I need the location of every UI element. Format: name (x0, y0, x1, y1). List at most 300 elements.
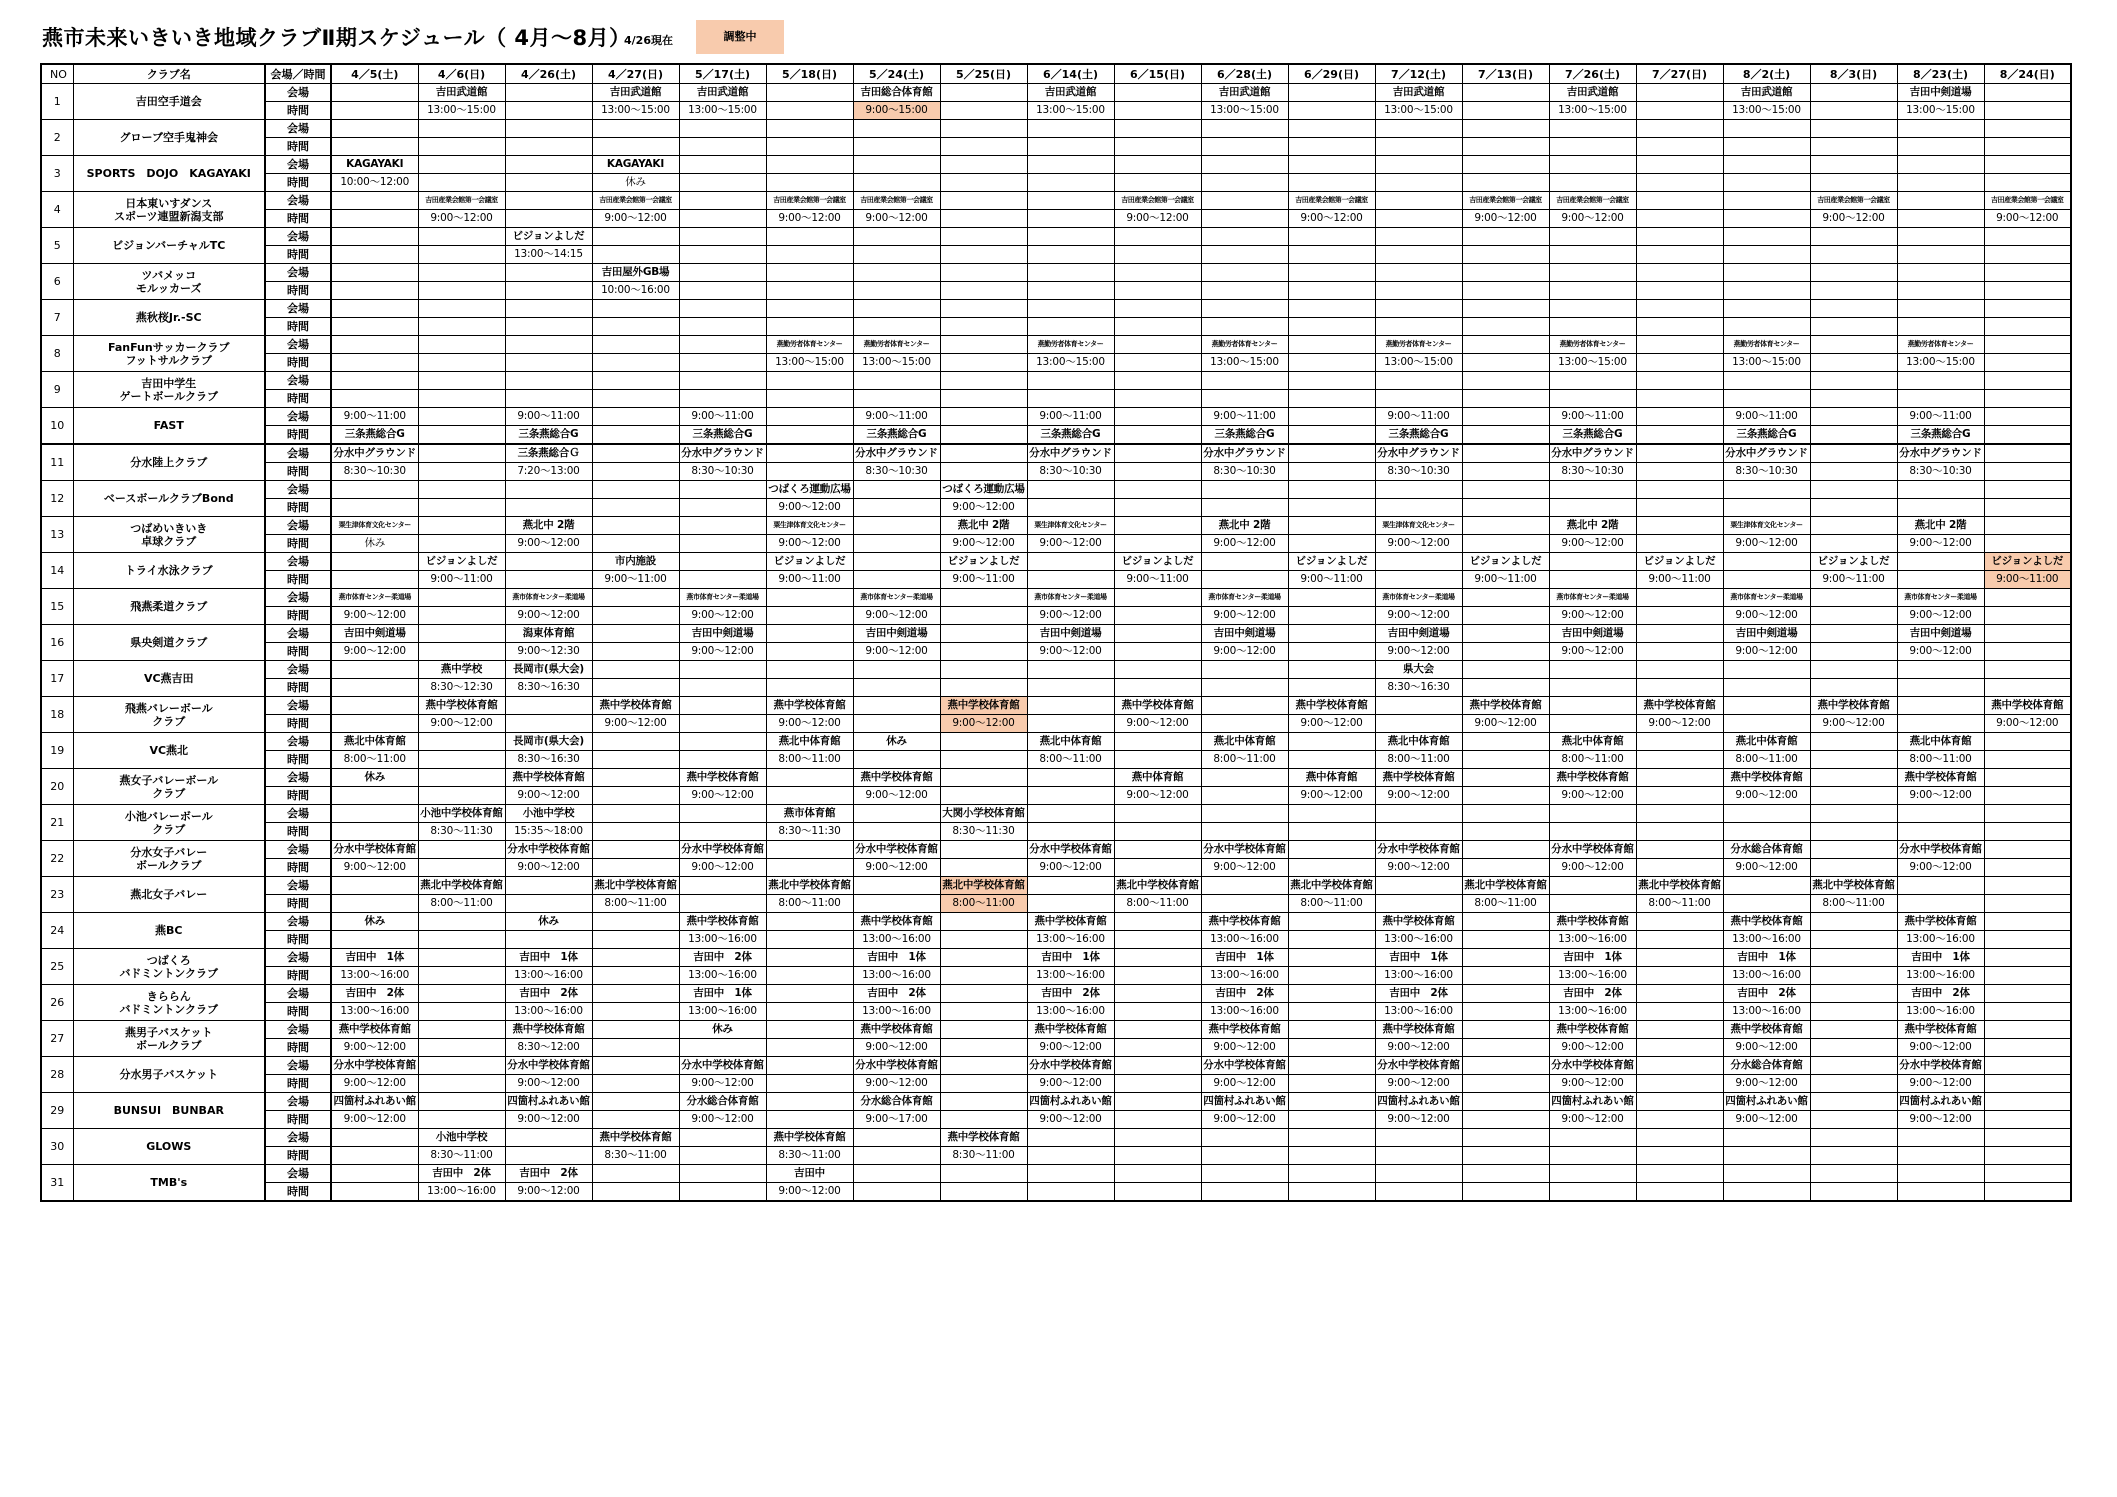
time-cell (1549, 715, 1636, 733)
venue-cell (418, 408, 505, 426)
venue-cell (1462, 1165, 1549, 1183)
time-cell: 13:00～15:00 (766, 354, 853, 372)
time-cell: 10:00～12:00 (331, 174, 418, 192)
time-cell (1114, 138, 1201, 156)
time-cell: 9:00～12:00 (1201, 859, 1288, 877)
venue-cell (1723, 264, 1810, 282)
venue-cell (1114, 372, 1201, 390)
time-cell (1114, 174, 1201, 192)
venue-cell (679, 372, 766, 390)
venue-cell (1984, 264, 2071, 282)
venue-cell: ビジョンよしだ (1288, 553, 1375, 571)
venue-cell (679, 192, 766, 210)
time-cell: 9:00～12:00 (1897, 787, 1984, 805)
venue-cell (1984, 228, 2071, 246)
time-cell: 9:00～12:00 (1723, 643, 1810, 661)
venue-cell (1984, 589, 2071, 607)
venue-cell (853, 553, 940, 571)
time-cell (331, 246, 418, 264)
time-cell (766, 679, 853, 697)
time-cell (505, 390, 592, 408)
time-cell (418, 174, 505, 192)
time-cell (418, 246, 505, 264)
time-cell (331, 138, 418, 156)
venue-cell (853, 1165, 940, 1183)
venue-cell (1636, 1057, 1723, 1075)
venue-cell: 9:00～11:00 (1723, 408, 1810, 426)
venue-cell (1288, 264, 1375, 282)
venue-cell (1114, 84, 1201, 102)
club-number: 28 (41, 1057, 73, 1093)
venue-cell: 燕中学校体育館 (766, 1129, 853, 1147)
venue-cell (1810, 841, 1897, 859)
venue-cell: 燕中学校体育館 (1810, 697, 1897, 715)
time-cell (1462, 1183, 1549, 1202)
venue-cell: 分水中グラウンド (1201, 444, 1288, 463)
time-cell (331, 571, 418, 589)
time-cell (1897, 679, 1984, 697)
time-cell (940, 210, 1027, 228)
venue-cell (1114, 444, 1201, 463)
venue-cell (1462, 769, 1549, 787)
venue-label: 会場 (265, 228, 331, 246)
time-cell: 8:30～11:00 (418, 1147, 505, 1165)
venue-cell: 燕中学校体育館 (505, 769, 592, 787)
time-cell (766, 859, 853, 877)
time-cell (940, 246, 1027, 264)
venue-cell (1114, 985, 1201, 1003)
venue-cell (853, 805, 940, 823)
time-cell: 9:00～12:00 (679, 1111, 766, 1129)
time-label: 時間 (265, 931, 331, 949)
venue-cell (592, 805, 679, 823)
club-number: 7 (41, 300, 73, 336)
table-row (41, 625, 2071, 643)
time-cell (1027, 174, 1114, 192)
time-cell: 13:00～16:00 (1375, 931, 1462, 949)
header-date: 5／17(土) (679, 64, 766, 84)
venue-cell (1462, 1021, 1549, 1039)
venue-cell (505, 84, 592, 102)
time-cell: 9:00～12:00 (679, 859, 766, 877)
time-cell: 9:00～11:00 (1636, 571, 1723, 589)
header-date: 6／29(日) (1288, 64, 1375, 84)
time-cell: 13:00～16:00 (1375, 1003, 1462, 1021)
venue-cell: 吉田武道館 (679, 84, 766, 102)
venue-cell (1201, 697, 1288, 715)
venue-cell: KAGAYAKI (592, 156, 679, 174)
table-row (41, 859, 2071, 877)
time-cell: 8:00～11:00 (1201, 751, 1288, 769)
venue-cell: 燕中学校体育館 (1114, 697, 1201, 715)
venue-cell (1810, 805, 1897, 823)
time-cell (679, 354, 766, 372)
time-cell: 9:00～12:00 (1723, 607, 1810, 625)
time-label: 時間 (265, 859, 331, 877)
venue-cell (1984, 769, 2071, 787)
time-cell: 三条燕総合G (1897, 426, 1984, 445)
venue-label: 会場 (265, 156, 331, 174)
time-cell (331, 931, 418, 949)
time-cell (1462, 1075, 1549, 1093)
table-row (41, 1111, 2071, 1129)
venue-cell (1114, 264, 1201, 282)
time-cell (1810, 859, 1897, 877)
venue-cell (331, 120, 418, 138)
time-cell (1114, 499, 1201, 517)
time-cell: 13:00～15:00 (592, 102, 679, 120)
time-cell: 8:00～11:00 (1636, 895, 1723, 913)
time-cell (766, 787, 853, 805)
time-cell (505, 210, 592, 228)
venue-cell: 燕北中 2階 (1549, 517, 1636, 535)
time-cell (1549, 138, 1636, 156)
venue-cell (940, 300, 1027, 318)
time-cell: 9:00～12:00 (331, 1075, 418, 1093)
time-cell (1114, 1111, 1201, 1129)
venue-cell: 9:00～11:00 (1897, 408, 1984, 426)
table-row (41, 733, 2071, 751)
time-cell: 8:30～16:30 (505, 679, 592, 697)
venue-cell (1027, 372, 1114, 390)
club-name: 飛燕バレーボール クラブ (73, 697, 265, 733)
venue-label: 会場 (265, 1129, 331, 1147)
venue-cell (1201, 805, 1288, 823)
venue-cell: 粟生津体育文化センター (1027, 517, 1114, 535)
venue-cell (1462, 264, 1549, 282)
time-cell (1375, 174, 1462, 192)
club-number: 6 (41, 264, 73, 300)
venue-cell (418, 625, 505, 643)
venue-cell: 燕勤労者体育センター (853, 336, 940, 354)
table-row (41, 138, 2071, 156)
time-cell (1462, 1003, 1549, 1021)
time-cell: 9:00～12:00 (679, 643, 766, 661)
venue-cell (940, 1165, 1027, 1183)
venue-cell: 燕勤労者体育センター (1027, 336, 1114, 354)
time-cell (1723, 210, 1810, 228)
time-cell (1810, 1075, 1897, 1093)
venue-label: 会場 (265, 1021, 331, 1039)
venue-cell: 分水中学校体育館 (853, 1057, 940, 1075)
venue-cell (1984, 481, 2071, 499)
venue-cell (1984, 517, 2071, 535)
venue-cell (940, 1057, 1027, 1075)
venue-cell (1027, 1129, 1114, 1147)
venue-cell: 燕北中 2階 (1201, 517, 1288, 535)
time-cell (1114, 1183, 1201, 1202)
venue-cell: ビジョンよしだ (1462, 553, 1549, 571)
venue-cell (331, 661, 418, 679)
time-cell: 8:00～11:00 (592, 895, 679, 913)
time-cell: 8:00～11:00 (766, 751, 853, 769)
venue-cell: 分水中学校体育館 (1201, 841, 1288, 859)
time-cell (1201, 499, 1288, 517)
time-cell (592, 823, 679, 841)
venue-cell (1201, 769, 1288, 787)
time-label: 時間 (265, 174, 331, 192)
time-cell: 9:00～17:00 (853, 1111, 940, 1129)
time-cell (1201, 174, 1288, 192)
time-cell: 13:00～16:00 (1549, 967, 1636, 985)
venue-cell: 休み (853, 733, 940, 751)
venue-cell (1810, 481, 1897, 499)
time-cell: 9:00～12:00 (1027, 643, 1114, 661)
time-cell (1288, 390, 1375, 408)
venue-cell (1114, 625, 1201, 643)
time-cell (1201, 246, 1288, 264)
time-cell (1114, 390, 1201, 408)
venue-cell (505, 192, 592, 210)
venue-cell (1723, 805, 1810, 823)
time-cell (853, 895, 940, 913)
venue-cell (766, 228, 853, 246)
venue-cell (331, 877, 418, 895)
time-cell (1288, 1039, 1375, 1057)
time-cell (853, 499, 940, 517)
club-number: 21 (41, 805, 73, 841)
time-cell: 三条燕総合G (1375, 426, 1462, 445)
time-cell (1027, 390, 1114, 408)
time-cell (940, 282, 1027, 300)
venue-cell (940, 372, 1027, 390)
venue-cell: 粟生津体育文化センター (331, 517, 418, 535)
venue-cell (1723, 697, 1810, 715)
venue-cell: 燕北中 2階 (940, 517, 1027, 535)
time-cell (418, 318, 505, 336)
time-cell: 13:00～16:00 (853, 967, 940, 985)
venue-cell: 吉田中剣道場 (679, 625, 766, 643)
time-cell: 9:00～12:00 (853, 1075, 940, 1093)
venue-cell (592, 1165, 679, 1183)
time-cell (940, 102, 1027, 120)
time-cell: 三条燕総合G (1027, 426, 1114, 445)
time-cell: 8:30～11:30 (418, 823, 505, 841)
venue-cell (1810, 336, 1897, 354)
venue-cell (418, 372, 505, 390)
time-cell: 9:00～12:00 (1375, 1111, 1462, 1129)
time-cell (940, 679, 1027, 697)
time-cell (331, 318, 418, 336)
venue-cell: 粟生津体育文化センター (1375, 517, 1462, 535)
time-label: 時間 (265, 787, 331, 805)
time-label: 時間 (265, 102, 331, 120)
time-cell (940, 931, 1027, 949)
time-cell (1375, 318, 1462, 336)
club-number: 1 (41, 84, 73, 120)
time-cell (1810, 246, 1897, 264)
time-cell (505, 1147, 592, 1165)
venue-cell: 燕市体育センター柔道場 (1549, 589, 1636, 607)
time-cell (1027, 823, 1114, 841)
table-row (41, 282, 2071, 300)
time-cell (505, 715, 592, 733)
venue-cell (1984, 985, 2071, 1003)
club-number: 17 (41, 661, 73, 697)
venue-label: 会場 (265, 264, 331, 282)
venue-cell (1723, 481, 1810, 499)
time-cell (505, 318, 592, 336)
club-number: 3 (41, 156, 73, 192)
time-cell (1114, 1039, 1201, 1057)
venue-cell: 吉田産業会館第一会議室 (1114, 192, 1201, 210)
venue-cell: 分水中学校体育館 (1549, 841, 1636, 859)
venue-cell (853, 372, 940, 390)
venue-cell (1114, 408, 1201, 426)
time-cell (940, 354, 1027, 372)
time-cell (1636, 102, 1723, 120)
venue-cell (1810, 228, 1897, 246)
time-cell: 9:00～12:00 (1549, 607, 1636, 625)
venue-cell: 燕市体育センター柔道場 (679, 589, 766, 607)
venue-cell (1114, 805, 1201, 823)
venue-cell (679, 300, 766, 318)
venue-cell (1375, 805, 1462, 823)
time-cell (1984, 751, 2071, 769)
time-cell (1462, 1147, 1549, 1165)
time-cell (1636, 967, 1723, 985)
time-cell: 9:00～12:00 (1201, 1111, 1288, 1129)
venue-cell (1636, 1021, 1723, 1039)
time-cell (1984, 823, 2071, 841)
time-cell (1027, 1147, 1114, 1165)
venue-cell (766, 408, 853, 426)
time-cell (1984, 354, 2071, 372)
venue-cell (1288, 156, 1375, 174)
header-date: 7／26(土) (1549, 64, 1636, 84)
time-cell (1114, 246, 1201, 264)
venue-cell (1723, 156, 1810, 174)
venue-cell (853, 481, 940, 499)
venue-cell (505, 336, 592, 354)
venue-cell (505, 697, 592, 715)
club-name: GLOWS (73, 1129, 265, 1165)
time-cell: 9:00～12:00 (1984, 210, 2071, 228)
venue-cell (679, 553, 766, 571)
time-cell: 9:00～11:00 (1114, 571, 1201, 589)
venue-cell: 燕中学校体育館 (592, 697, 679, 715)
venue-cell (853, 156, 940, 174)
time-cell (940, 1111, 1027, 1129)
venue-cell (1723, 877, 1810, 895)
time-label: 時間 (265, 1111, 331, 1129)
table-row (41, 697, 2071, 715)
time-cell (1984, 535, 2071, 553)
time-cell (1984, 787, 2071, 805)
venue-cell (1462, 156, 1549, 174)
venue-cell: 四箇村ふれあい館 (1027, 1093, 1114, 1111)
venue-cell (1114, 1093, 1201, 1111)
venue-cell: 燕中学校体育館 (1897, 1021, 1984, 1039)
venue-cell (1027, 553, 1114, 571)
venue-cell: 9:00～11:00 (1375, 408, 1462, 426)
venue-cell: 小池中学校体育館 (418, 805, 505, 823)
time-cell (1636, 1075, 1723, 1093)
time-cell: 13:00～16:00 (1897, 931, 1984, 949)
venue-cell (1027, 156, 1114, 174)
venue-cell (1462, 805, 1549, 823)
venue-cell (1288, 1057, 1375, 1075)
venue-cell (592, 1057, 679, 1075)
table-row (41, 679, 2071, 697)
time-cell: 9:00～12:00 (1201, 643, 1288, 661)
time-cell (766, 1075, 853, 1093)
time-cell: 8:30～10:30 (1723, 463, 1810, 481)
time-cell (1114, 318, 1201, 336)
time-cell (1462, 174, 1549, 192)
venue-label: 会場 (265, 985, 331, 1003)
venue-cell (1810, 1165, 1897, 1183)
venue-cell (1897, 1165, 1984, 1183)
time-cell: 9:00～12:00 (1897, 643, 1984, 661)
venue-cell: 分水中学校体育館 (1027, 1057, 1114, 1075)
time-cell (1462, 823, 1549, 841)
venue-cell (1810, 625, 1897, 643)
venue-cell (1810, 408, 1897, 426)
venue-cell (679, 336, 766, 354)
time-cell: 9:00～12:00 (1723, 787, 1810, 805)
venue-cell (1636, 985, 1723, 1003)
venue-cell (1984, 625, 2071, 643)
time-cell (505, 138, 592, 156)
time-cell (1810, 1003, 1897, 1021)
time-cell (1897, 895, 1984, 913)
venue-cell (1114, 481, 1201, 499)
time-cell (418, 354, 505, 372)
time-cell (331, 210, 418, 228)
time-cell (1810, 499, 1897, 517)
venue-cell (1288, 661, 1375, 679)
time-cell (1114, 1003, 1201, 1021)
time-cell (1027, 571, 1114, 589)
venue-cell (1723, 661, 1810, 679)
time-cell: 8:00～11:00 (1288, 895, 1375, 913)
time-cell (1984, 1039, 2071, 1057)
time-cell: 9:00～12:00 (1549, 1039, 1636, 1057)
venue-cell (1027, 697, 1114, 715)
time-cell (418, 138, 505, 156)
time-cell (1810, 967, 1897, 985)
club-number: 19 (41, 733, 73, 769)
venue-cell (1462, 336, 1549, 354)
club-number: 20 (41, 769, 73, 805)
time-cell (1984, 282, 2071, 300)
venue-cell (331, 697, 418, 715)
time-cell: 9:00～11:00 (940, 571, 1027, 589)
venue-cell (418, 769, 505, 787)
time-cell: 9:00～12:00 (505, 1183, 592, 1202)
time-cell: 8:30～11:00 (766, 1147, 853, 1165)
venue-cell (1636, 408, 1723, 426)
time-cell (1462, 463, 1549, 481)
time-cell (1375, 210, 1462, 228)
venue-cell (1984, 733, 2071, 751)
venue-cell: 燕北中体育館 (1027, 733, 1114, 751)
venue-cell: 燕中学校体育館 (940, 697, 1027, 715)
time-cell: 9:00～12:00 (853, 643, 940, 661)
venue-cell (1897, 228, 1984, 246)
venue-cell (1027, 877, 1114, 895)
table-row (41, 589, 2071, 607)
table-row (41, 535, 2071, 553)
venue-cell (1636, 120, 1723, 138)
time-cell (1810, 354, 1897, 372)
venue-cell (1201, 1165, 1288, 1183)
time-cell (766, 931, 853, 949)
time-cell: 13:00～16:00 (1375, 967, 1462, 985)
time-cell: 9:00～12:00 (331, 643, 418, 661)
table-row (41, 1003, 2071, 1021)
